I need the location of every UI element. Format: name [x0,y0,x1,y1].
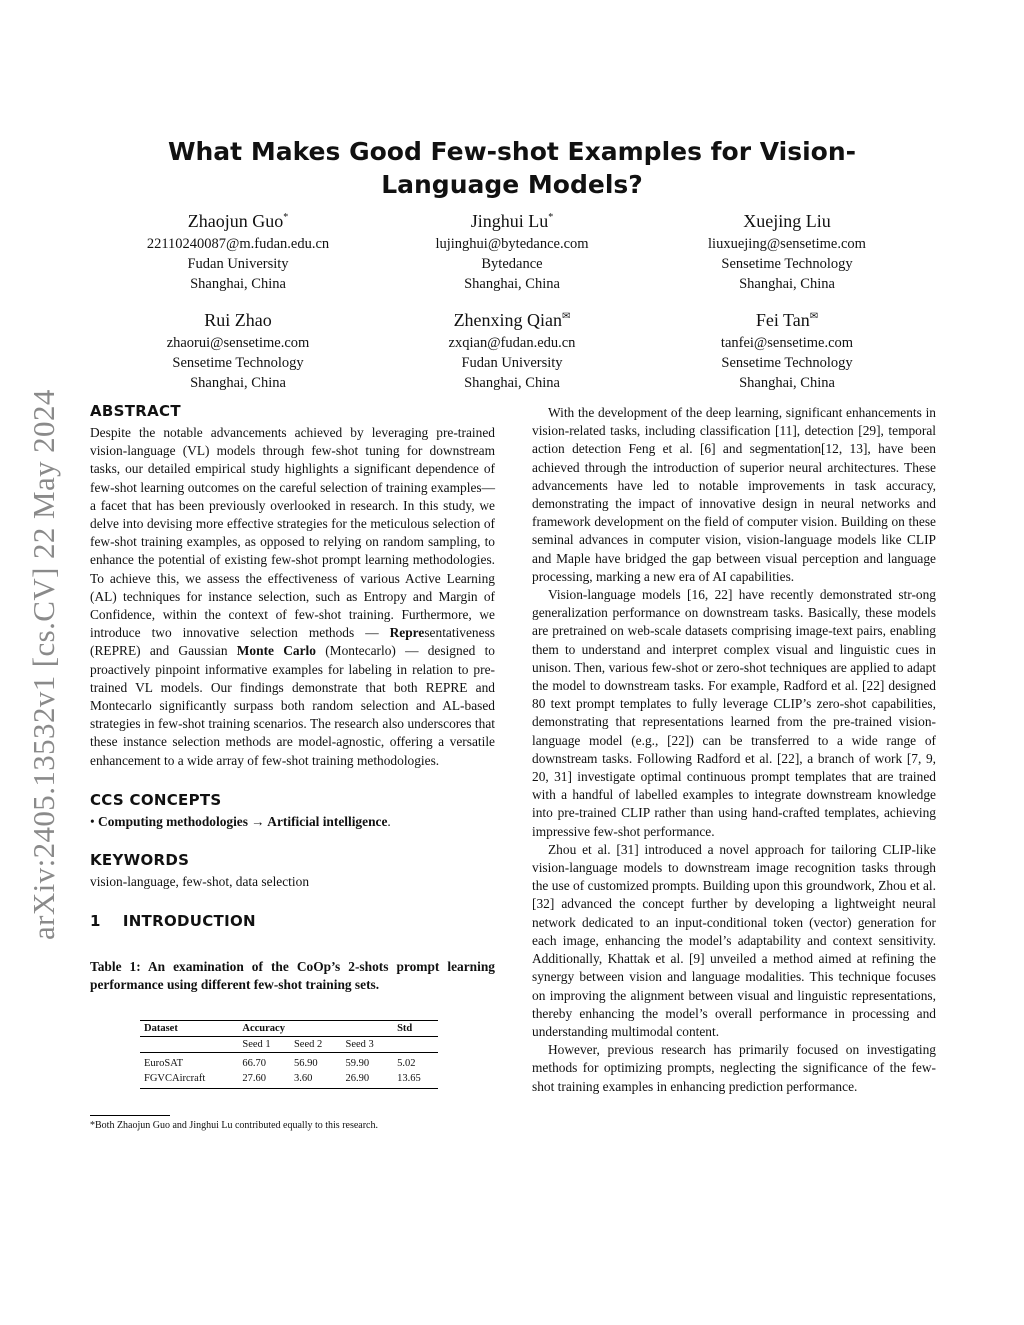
intro-paragraph: Vision-language models [16, 22] have recently demonstrated str-ong generalization performance on downstream tasks. Basically, these models are pretrained on web-scale datasets comprising image-text pairs, enabling them to understand and interpret complex visual and linguistic cues in unison. Then, various few-shot or zero-shot techniques are applied to adapt the model to downstream tasks. For example, Radford et al. [22] designed 80 text prompt templates to fully leverage CLIP’s zero-shot capabilities, demonstrating that representations learned from the pre-trained vision-language model (e.g., [22]) can be transferred to a wide range of downstream tasks. Following Radford et al. [22], a branch of work [7, 9, 20, 31] investigate optimal continuous prompt templates that are trained with a handful of labelled examples to integrate downstream knowledge into pre-trained CLIP rather than using hand-crafted templates, achieving impressive few-shot performance. [532,587,936,839]
author-affiliation: Sensetime Technology [172,355,304,371]
ccs-end: . [387,813,391,829]
author-location: Shanghai, China [464,375,560,391]
author-location: Shanghai, China [739,276,835,292]
table-header-accuracy: Accuracy [242,1023,285,1035]
author-email: liuxuejing@sensetime.com [708,236,866,252]
author-name: Zhaojun Guo [187,211,284,231]
table-cell: 27.60 [242,1073,266,1085]
author-email: zxqian@fudan.edu.cn [448,335,576,351]
author-name: Rui Zhao [204,310,272,330]
author-email: lujinghui@bytedance.com [435,236,589,252]
author-mark: * [283,212,289,223]
table-cell: EuroSAT [144,1058,184,1070]
keywords-text: vision-language, few-shot, data selection [90,874,310,890]
author-name: Fei Tan [755,310,810,330]
keywords-heading: KEYWORDS [90,851,190,870]
introduction-heading: 1 INTRODUCTION [90,912,256,931]
table-header-seed: Seed 2 [293,1039,323,1051]
author-affiliation: Fudan University [187,256,289,272]
abstract-text [90,424,495,770]
abstract-part: Despite the notable advancements achieved by leveraging pre-trained vision-language (VL) models through few-shot tuning for downstream tasks, our detailed empirical study highlights a significant dependence of few-shot learning outcomes on the careful selection of training examples—a facet that has been previously overlooked in research. In this study, we delve into devising more effective strategies for the meticulous selection of few-shot training examples, as opposed to relying on random sampling, to enhance the potential of existing few-shot prompt learning methodologies. To achieve this, we assess the effectiveness of various Active Learning (AL) techniques for instance selection, such as Entropy and Margin of Confidence, within the context of few-shot training. Furthermore, we introduce two innovative selection methods — [90,425,495,641]
author-affiliation: Fudan University [461,355,563,371]
author-name: Xuejing Liu [743,211,831,231]
arxiv-identifier: arXiv:2405.13532v1 [cs.CV] 22 May 2024 [26,389,61,940]
table-header-seed: Seed 1 [242,1039,271,1051]
author-block [362,210,662,294]
intro-paragraph: With the development of the deep learning, significant enhancements in vision-related tasks, including classification [11], detection [29], temporal action detection Feng et al. [6] and segmentation[12, 13], have been achieved through the introduction of superior neural architectures. These advancements have led to notable improvements in task accuracy, demonstrating the impact of innovative design in neural networks and framework development on the field of computer vision. Building on these seminal advances in computer vision, vision-language models like CLIP and Maple have bridged the gap between visual perception and language processing, marking a new era of AI capabilities. [532,405,936,584]
table-caption: Table 1: An examination of the CoOp’s 2-shots prompt learning performance using different few-shot training sets. [90,959,495,993]
table-cell: 5.02 [397,1058,416,1070]
author-affiliation: Bytedance [481,256,543,272]
table-cell: 3.60 [293,1073,313,1085]
author-email: 22110240087@m.fudan.edu.cn [146,236,330,252]
author-location: Shanghai, China [739,375,835,391]
left-column [90,402,495,1133]
envelope-icon: ✉ [809,311,819,322]
table-cell: 59.90 [345,1058,370,1070]
author-block [88,210,388,294]
ccs-text [90,813,495,831]
table-cell: 26.90 [345,1073,370,1085]
ccs-concept: Computing methodologies → Artificial intelligence [98,813,388,829]
table-header-seed: Seed 3 [345,1039,374,1051]
right-column [532,404,936,1096]
author-block [362,309,662,393]
table-header-dataset: Dataset [144,1023,178,1035]
author-location: Shanghai, China [190,276,286,292]
abstract-heading: ABSTRACT [90,402,181,420]
table-cell: 13.65 [397,1073,421,1085]
intro-paragraph: Zhou et al. [31] introduced a novel approach for tailoring CLIP-like vision-language models to downstream image recognition tasks through the use of customized prompts. Building upon this groundwork, Zhou et al. [32] advanced the concept further by developing a lightweight neural network dedicated to an input-conditional token (vector) generation for each image, enhancing the model’s adaptability and context sensitivity. Additionally, Khattak et al. [9] unveiled a method aimed at refining the synergy between vision and language modalities. This technique focuses on improving the alignment between visual and linguistic representations, thereby enhancing the model’s overall performance in processing and understanding multimodal content. [532,841,936,1039]
author-name: Zhenxing Qian [453,310,563,330]
table-cell: 56.90 [293,1058,318,1070]
author-name: Jinghui Lu [470,211,549,231]
table-cell: 66.70 [242,1058,266,1070]
footnote-divider [90,1115,170,1116]
author-block [637,210,937,294]
author-block [88,309,388,393]
abstract-part: (Montecarlo) — designed to proactively pinpoint informative examples for labeling in relation to pre-trained VL models. Our findings demonstrate that both REPRE and Montecarlo significantly surpass both random selection and AL-based strategies in few-shot training scenarios. The research also underscores that these instance selection methods are model-agnostic, offering a versatile enhancement to a wide array of few-shot training methodologies. [90,643,496,768]
author-email: zhaorui@sensetime.com [166,335,310,351]
author-affiliation: Sensetime Technology [721,256,853,272]
abstract-part: sentativeness (REPRE) and Gaussian [90,625,495,659]
abstract-bold: Monte Carlo [236,643,316,659]
ccs-bullet: • [90,813,99,829]
abstract-bold: Repre [389,625,425,641]
author-block [637,309,937,393]
author-location: Shanghai, China [464,276,560,292]
author-affiliation: Sensetime Technology [721,355,853,371]
table-cell: FGVCAircraft [144,1073,206,1085]
ccs-heading: CCS CONCEPTS [90,790,222,809]
table-header-std: Std [397,1023,413,1035]
footnote: *Both Zhaojun Guo and Jinghui Lu contributed equally to this research. [90,1120,378,1132]
author-mark: * [548,212,554,223]
envelope-icon: ✉ [562,311,571,322]
paper-title: What Makes Good Few-shot Examples for Vision-Language Models? [167,137,857,199]
author-email: tanfei@sensetime.com [720,335,854,351]
intro-paragraph: However, previous research has primarily focused on investigating methods for optimizing prompts, neglecting the significance of the few-shot training examples in enhancing prediction performance. [532,1042,936,1094]
results-table [140,1020,438,1089]
author-location: Shanghai, China [190,375,286,391]
